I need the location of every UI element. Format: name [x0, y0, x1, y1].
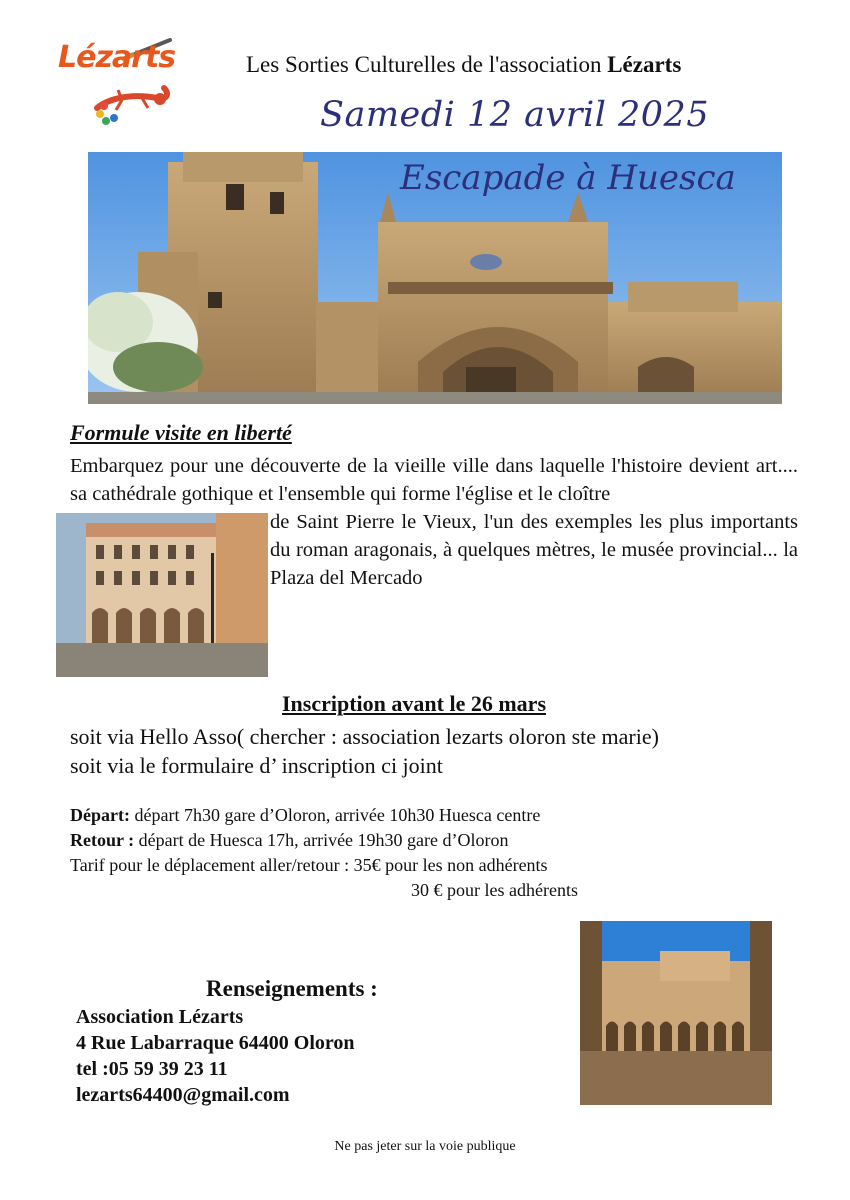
depart-line	[70, 805, 540, 826]
contact-phone: tel :05 59 39 23 11	[76, 1058, 228, 1080]
footer-note: Ne pas jeter sur la voie publique	[334, 1139, 516, 1154]
contact-title: Renseignements :	[206, 976, 378, 1001]
formula-title: Formule visite en liberté	[70, 420, 292, 445]
header-org-prefix: Les Sorties Culturelles de l'association	[246, 52, 602, 77]
logo-text: Lézarts	[58, 40, 176, 75]
header-org-name: Lézarts	[607, 52, 682, 77]
inscription-title: Inscription avant le 26 mars	[282, 691, 546, 716]
retour-label: Retour :	[70, 830, 135, 850]
inscription-line-2: soit via le formulaire d’ inscription ci joint	[70, 753, 443, 778]
tarif-line: Tarif pour le déplacement aller/retour : 35€ pour les non adhérents	[70, 855, 548, 875]
hero-title: Escapade à Huesca	[400, 158, 736, 198]
depart-text: départ 7h30 gare d’Oloron, arrivée 10h30 Huesca centre	[129, 805, 541, 825]
contact-email[interactable]: lezarts64400@gmail.com	[76, 1084, 290, 1106]
tarif-members: 30 € pour les adhérents	[411, 880, 578, 900]
contact-address: 4 Rue Labarraque 64400 Oloron	[76, 1032, 355, 1054]
depart-label: Départ:	[70, 805, 130, 825]
retour-line	[70, 830, 509, 851]
plaza-del-mercado-photo	[56, 513, 268, 677]
cloister-photo	[580, 921, 772, 1105]
formula-paragraph-2: de Saint Pierre le Vieux, l'un des exemples les plus importants du roman aragonais, à quelques mètres, le musée provincial... la Plaza del Mercado	[270, 511, 798, 589]
header-line	[246, 52, 681, 78]
event-date: Samedi 12 avril 2025	[320, 95, 710, 135]
inscription-line-1: soit via Hello Asso( chercher : association lezarts oloron ste marie)	[70, 724, 659, 749]
formula-paragraph-1: Embarquez pour une découverte de la vieille ville dans laquelle l'histoire devient art.... sa cathédrale gothique et l'ensemble qui forme l'église et le cloître	[70, 455, 798, 505]
retour-text: départ de Huesca 17h, arrivée 19h30 gare d’Oloron	[134, 830, 509, 850]
contact-name: Association Lézarts	[76, 1006, 244, 1028]
